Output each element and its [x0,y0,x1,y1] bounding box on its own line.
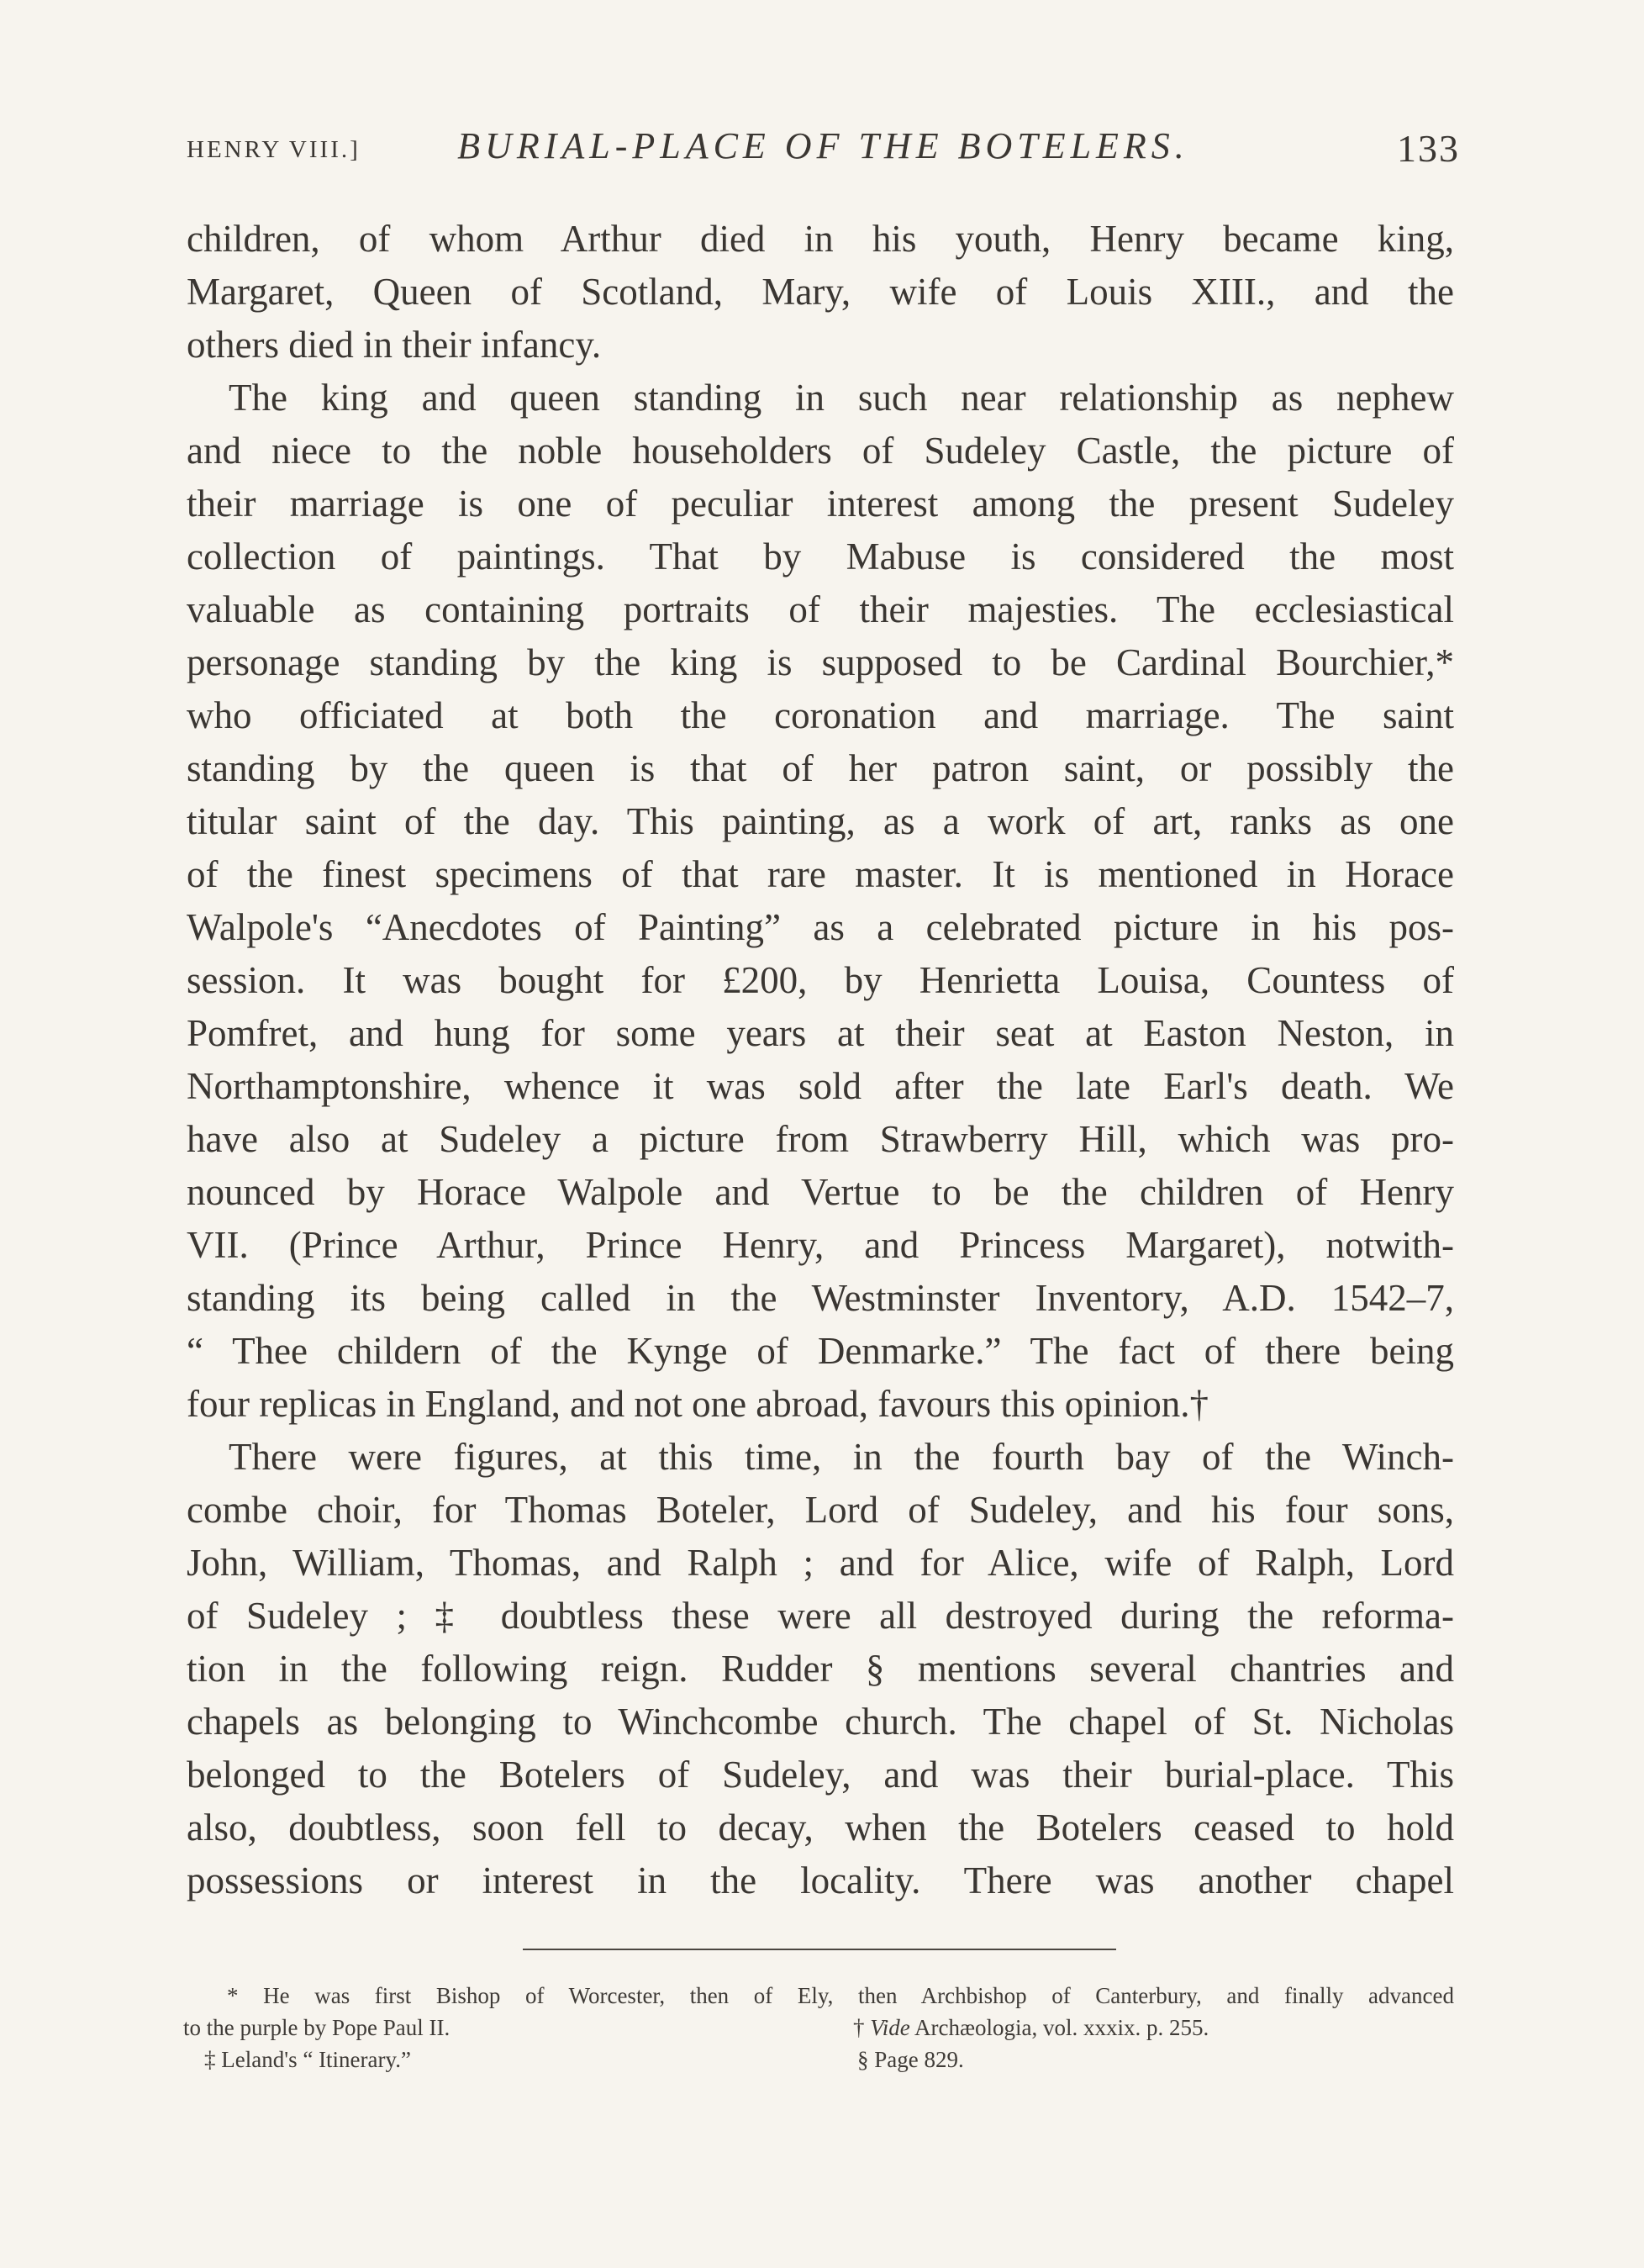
footnote-1-line-1: * He was first Bishop of Worcester, then of Ely, then Archbishop of Canterbury, and finally advanced [227,1983,1454,2008]
text-line: personage standing by the king is supposed to be Cardinal Bourchier,* [187,641,1454,683]
text-line: children, of whom Arthur died in his youth, Henry became king, [187,218,1454,260]
text-line: belonged to the Botelers of Sudeley, and was their burial-place. This [187,1754,1454,1796]
text-line: of Sudeley ; ‡ doubtless these were all destroyed during the reforma- [187,1595,1454,1637]
footnote-2-text: Archæologia, vol. xxxix. p. 255. [914,2015,1209,2040]
text-line: session. It was bought for £200, by Henrietta Louisa, Countess of [187,959,1454,1001]
text-line: possessions or interest in the locality. There was another chapel [187,1859,1454,1901]
text-line: Pomfret, and hung for some years at their seat at Easton Neston, in [187,1012,1454,1054]
text-line: Northamptonshire, whence it was sold after the late Earl's death. We [187,1065,1454,1107]
footnote-2-mark: † [853,2015,865,2040]
footnote-4: § Page 829. [857,2047,964,2072]
text-line: of the finest specimens of that rare master. It is mentioned in Horace [187,853,1454,895]
text-line: standing its being called in the Westminster Inventory, A.D. 1542–7, [187,1277,1454,1319]
text-line: Walpole's “Anecdotes of Painting” as a celebrated picture in his pos- [187,906,1454,948]
text-line: collection of paintings. That by Mabuse is considered the most [187,535,1454,578]
text-line: VII. (Prince Arthur, Prince Henry, and Princess Margaret), notwith- [187,1224,1454,1266]
text-line: have also at Sudeley a picture from Strawberry Hill, which was pro- [187,1118,1454,1160]
footnote-divider [523,1949,1116,1950]
text-line: tion in the following reign. Rudder § mentions several chantries and [187,1648,1454,1690]
header-title: BURIAL-PLACE OF THE BOTELERS. [457,125,1189,166]
text-line: There were figures, at this time, in the fourth bay of the Winch- [229,1436,1454,1478]
header-reign: HENRY VIII.] [187,136,361,163]
page-number: 133 [1397,127,1460,170]
text-line: others died in their infancy. [187,324,602,366]
text-line: nounced by Horace Walpole and Vertue to be the children of Henry [187,1171,1454,1213]
text-line: combe choir, for Thomas Boteler, Lord of Sudeley, and his four sons, [187,1489,1454,1531]
text-line: John, William, Thomas, and Ralph ; and for Alice, wife of Ralph, Lord [187,1542,1454,1584]
footnote-2-vide: Vide [870,2015,910,2040]
text-line: The king and queen standing in such near relationship as nephew [229,377,1454,419]
text-line: four replicas in England, and not one abroad, favours this opinion.† [187,1383,1209,1425]
running-header [187,124,1460,171]
footnote-1-line-2: to the purple by Pope Paul II. [183,2015,451,2040]
text-line: their marriage is one of peculiar interest among the present Sudeley [187,483,1454,525]
footnote-3: ‡ Leland's “ Itinerary.” [204,2047,411,2072]
body-text [187,213,1454,1907]
text-line: “ Thee childern of the Kynge of Denmarke.” The fact of there being [187,1330,1454,1372]
text-line: valuable as containing portraits of their majesties. The ecclesiastical [187,588,1454,630]
text-line: standing by the queen is that of her patron saint, or possibly the [187,747,1454,789]
text-line: titular saint of the day. This painting, as a work of art, ranks as one [187,800,1454,842]
text-line: Margaret, Queen of Scotland, Mary, wife of Louis XIII., and the [187,271,1454,313]
text-line: who officiated at both the coronation and marriage. The saint [187,694,1454,736]
text-line: also, doubtless, soon fell to decay, when the Botelers ceased to hold [187,1806,1454,1849]
text-line: and niece to the noble householders of Sudeley Castle, the picture of [187,430,1454,472]
footnote-2 [853,2012,1209,2044]
text-line: chapels as belonging to Winchcombe church. The chapel of St. Nicholas [187,1701,1454,1743]
